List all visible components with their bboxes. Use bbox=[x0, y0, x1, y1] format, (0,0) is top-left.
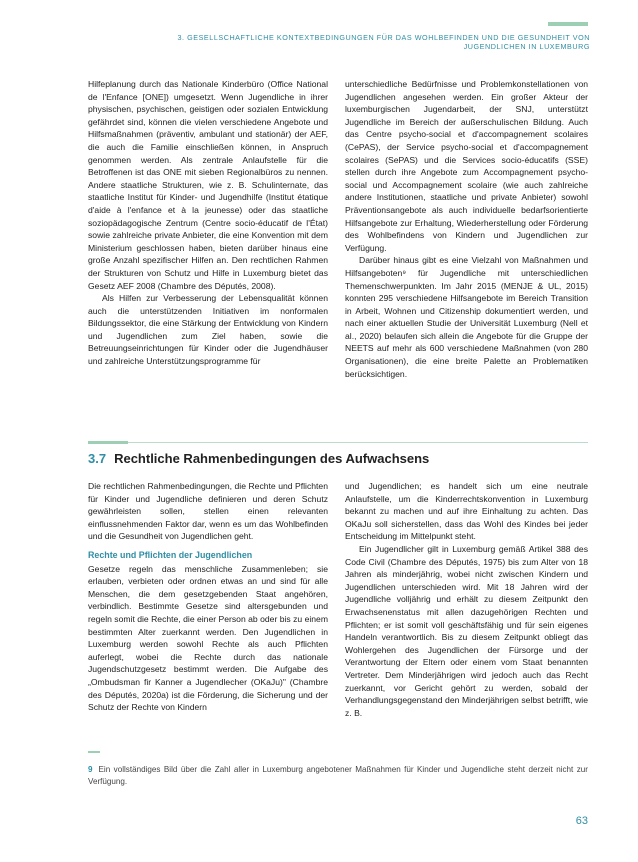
top-left-column bbox=[88, 78, 328, 368]
top-right-column bbox=[345, 78, 588, 380]
header-rule bbox=[548, 22, 588, 26]
paragraph: Darüber hinaus gibt es eine Vielzahl von Maßnahmen und Hilfsangeboten⁹ für Jugendliche mit unterschiedlichen Themenschwerpunkten. Im Jahr 2015 (MENJE & UL, 2015) konnten 295 verschiedene Hilfsangebote im Bereich Transition in Arbeit, Wohnen und Citizenship dokumentiert werden, und nach einer aktuellen Studie der Universität Luxemburg (Nell et al., 2020) belaufen sich allein die Angebote für die Gruppe der NEETS auf mehr als 600 verschiedene Maßnahmen (von 280 Organisationen), die eine breite Palette an Problematiken berücksichtigen. bbox=[345, 255, 588, 379]
subheading: Rechte und Pflichten der Jugendlichen bbox=[88, 549, 253, 560]
section-title: Rechtliche Rahmenbedingungen des Aufwachsens bbox=[114, 451, 430, 466]
paragraph: Ein Jugendlicher gilt in Luxemburg gemäß Artikel 388 des Code Civil (Chambre des Députés, 1975) bis zum Alter von 18 Jahren als minderjährig, wobei nicht zwischen Kindern und Jugendlichen unterschieden wird. Mit 18 Jahren wird der Jugendliche volljährig und erhält zu diesem Zeitpunkt den Erwachsenenstatus mit allen dazugehörigen Rechten und Pflichten; er ist somit voll geschäftsfähig und für sein eigenes Handeln verantwortlich. Bis zu diesem Zeitpunkt obliegt das Wohlergehen des Jugendlichen der Fürsorge und der Verantwortung der Eltern oder einem vom Staat benannten Vertreter. Dem Minderjährigen wird jedoch auch das Recht zuerkannt, vor Gericht gehört zu werden, sobald der Verhandlungsgegenstand den Minderjährigen selbst betrifft, wie z. B. bbox=[345, 543, 588, 718]
bottom-left-column bbox=[88, 480, 328, 714]
paragraph: Die rechtlichen Rahmenbedingungen, die Rechte und Pflichten für Kinder und Jugendliche definieren und deren Schutz gewährleisten sollen, stellen einen relevanten einflussnehmenden Faktor dar, wenn es um das Wohlbefinden und die Gesundheit von Jugendlichen geht. bbox=[88, 481, 328, 542]
paragraph: Gesetze regeln das menschliche Zusammenleben; sie erlauben, verbieten oder ordnen etwas an und sind für alle Menschen, die dem gesetzgebenden Staat angehören, verbindlich. Bestimmte Gesetze sind altersgebunden und regeln somit die Rechte, die einer Person ab oder bis zu einem bestimmten Alter zuerkannt werden. Den Jugendlichen in Luxemburg werden sowohl Rechte als auch Pflichten auferlegt, wobei die Rechte durch das nationale Jugendschutzgesetz bestimmt werden. Die Aufgabe des „Ombudsman fir Kanner a Jugendlecher (OKaJu)" (Chambre des Députés, 2020a) ist die Förderung, die Sicherung und der Schutz der Rechte von Kindern bbox=[88, 563, 328, 713]
section-number: 3.7 bbox=[88, 451, 107, 466]
page-number: 63 bbox=[575, 815, 588, 827]
footnote bbox=[88, 764, 588, 787]
bottom-right-column bbox=[345, 480, 588, 719]
paragraph: Als Hilfen zur Verbesserung der Lebensqualität können auch die unterstützenden Initiativen im nonformalen Bildungssektor, die eine Stärkung der Entwicklung von Kindern und Jugendlichen zum Ziel haben, sowie die Betreuungseinrichtungen für Kinder oder die Jugendhäuser und zahlreiche Unterstützungsprogramme für bbox=[88, 293, 328, 367]
section-divider bbox=[88, 442, 588, 443]
section-divider-accent bbox=[88, 441, 128, 444]
footnote-number: 9 bbox=[88, 765, 93, 774]
running-header: 3. GESELLSCHAFTLICHE KONTEXTBEDINGUNGEN FÜR DAS WOHLBEFINDEN UND DIE GESUNDHEIT VON JUGENDLICHEN IN LUXEMBURG bbox=[177, 33, 590, 51]
paragraph: und Jugendlichen; es handelt sich um eine neutrale Anlaufstelle, um die Kinderrechtskonvention in Luxemburg bekannt zu machen und auf ihre Einhaltung zu achten. Das OKaJu soll sicherstellen, dass das Wohl des Kindes bei jeder Entscheidung im Mittelpunkt steht. bbox=[345, 481, 588, 542]
paragraph: Hilfeplanung durch das Nationale Kinderbüro (Office National de l'Enfance [ONE]) umgesetzt. Wenn Jugendliche in ihrer physischen, psychischen, geistigen oder sozialen Entwicklung gefährdet sind, können die vielen verschiedene Angebote und Hilfsmaßnahmen (präventiv, ambulant und stationär) der AEF, die auch die Familie einschließen können, in Anspruch genommen werden. Als zentrale Anlaufstelle für die Betroffenen ist das ONE mit sieben Regionalbüros zu nennen. Andere staatliche Strukturen, wie z. B. Schulinternate, das staatliche Institut für Kinder- und Jugendhilfe (Institut étatique d'aide à l'enfance et à la jeunesse) oder das staatliche soziopädagogische Zentrum (Centre socio-éducatif de l'État) sowie zahlreiche private Anbieter, die eine Konvention mit dem Ministerium geschlossen haben, bieten darüber hinaus eine große Anzahl spezifischer Hilfen an. Den rechtlichen Rahmen der Strukturen von Schutz und Hilfe in Luxemburg bietet das Gesetz AEF 2008 (Chambre des Députés, 2008). bbox=[88, 79, 328, 291]
footnote-text: Ein vollständiges Bild über die Zahl aller in Luxemburg angebotener Maßnahmen für Kinder und Jugendliche steht derzeit nicht zur Verfügung. bbox=[88, 765, 588, 786]
paragraph: unterschiedliche Bedürfnisse und Problemkonstellationen von Jugendlichen angesehen werden. Ein großer Akteur der luxemburgischen Jugendarbeit, der SNJ, unterstützt Jugendliche im Bereich der außerschulischen Bildung. Auch das Centre psycho-social et d'accompagnement scolaires (CePAS), der Service psycho-social et d'accompagnement scolaires (SePAS) und die Services socio-éducatifs (SSE) stellen durch ihre Angebote zum Accompagnement psycho-social und Accompagnement scolaire (wie auch zahlreiche andere Institutionen, staatliche und private Anbieter) sowohl Präventionsangebote als auch individuelle bedarfsorientierte Hilfsangebote zur Erhaltung, Wiederherstellung oder Förderung des Wohlbefindens von Kindern und Jugendlichen zur Verfügung. bbox=[345, 79, 588, 253]
footnote-rule bbox=[88, 751, 100, 753]
section-heading bbox=[88, 451, 429, 466]
